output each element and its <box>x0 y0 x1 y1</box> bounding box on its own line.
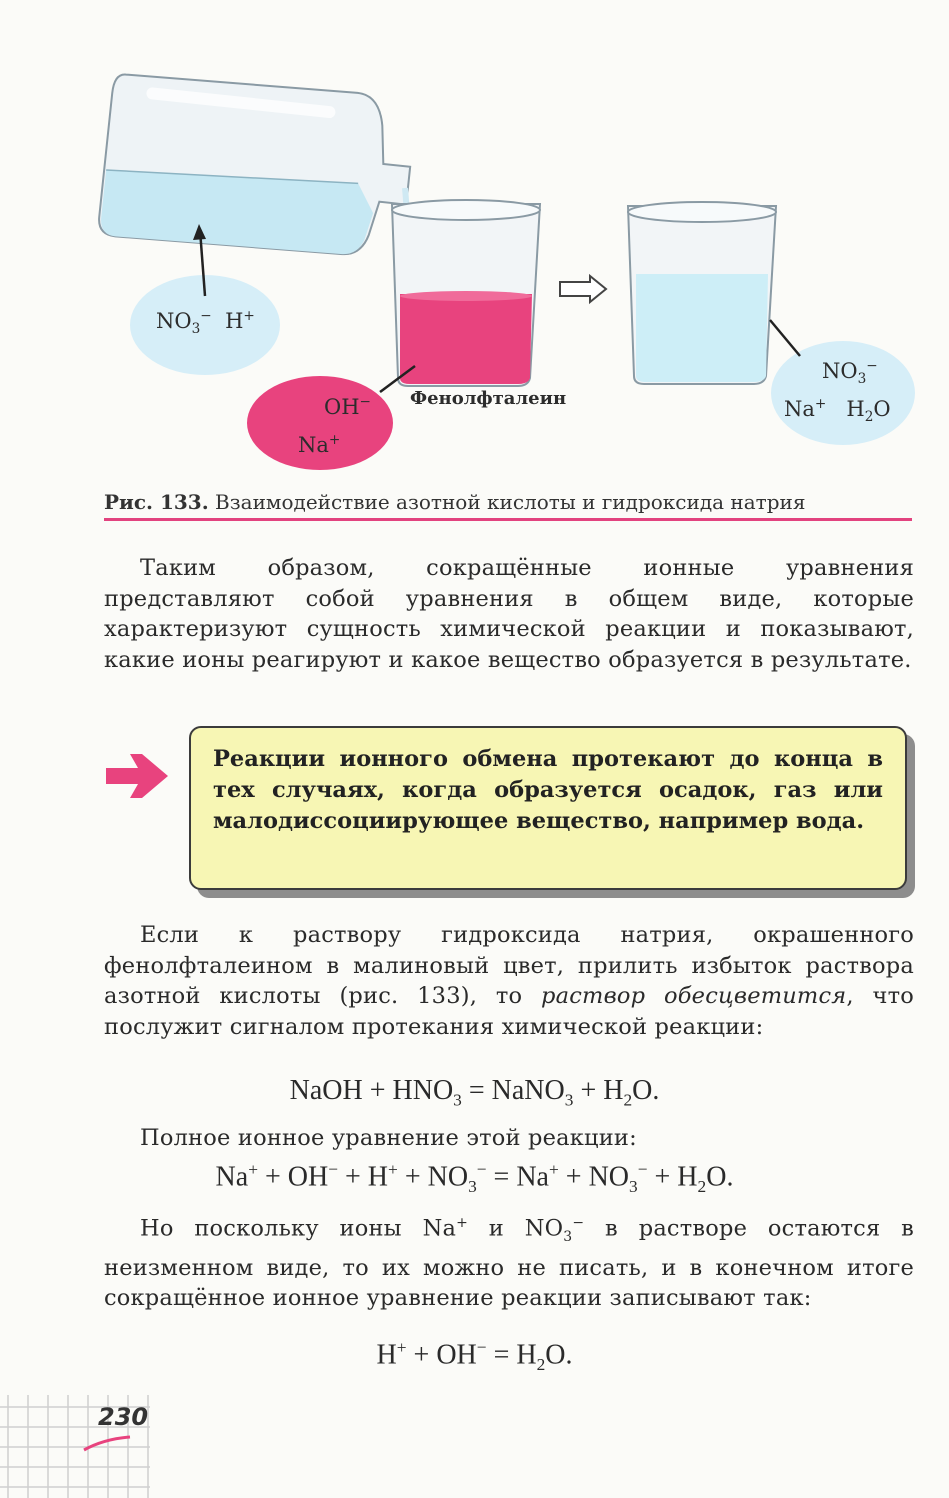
pointer-line <box>770 320 800 356</box>
acid-ion-label: $NO_3^-$ H+ <box>156 308 255 338</box>
net-ionic-equation: $H^+ + OH^- = H_2O$. <box>376 1338 573 1374</box>
caption-text: Взаимодействие азотной кислоты и гидроксида натрия <box>208 490 806 514</box>
rule-text: Реакции ионного обмена протекают до конца в тех случаях, когда образуется осадок, газ или малодиссоциирующее вещество, например вода. <box>213 746 883 834</box>
indicator-label: Фенолфталеин <box>410 388 567 409</box>
reaction-arrow <box>560 276 606 302</box>
caption-number: Рис. 133. <box>104 490 209 514</box>
acid-bottle <box>97 67 417 266</box>
paragraph-experiment: Если к раствору гидроксида натрия, окрашенного фенолфталеином в малиновый цвет, прилить избыток раствора азотной кислоты (рис. 133), то раствор обесцветится, что послужит сигналом протекания химической реакции: <box>104 922 914 1040</box>
paragraph-net-ionic-intro: Но поскольку ионы Na+ и $NO_3^-$ в растворе остаются в неизменном виде, то их можно не писать, и в конечном итоге сокращённое ионное уравнение реакции записывают так: <box>104 1215 914 1311</box>
emphasis-text: раствор обесцветится <box>541 983 847 1009</box>
molecular-equation: NaOH + $HNO_3$ = NaNO$_3$ + $H_2O$. <box>289 1075 660 1110</box>
beaker-with-clear-solution <box>628 202 776 384</box>
figure-caption <box>104 490 912 521</box>
rule-box <box>189 726 907 890</box>
full-ionic-equation: $Na^+ + OH^- + H^+ + NO_3^- = Na^+ + NO_3^- + H_2O$. <box>215 1160 734 1196</box>
arrow-right-icon <box>102 748 172 804</box>
product-ions-cloud <box>771 341 915 445</box>
sodium-ion-label: Na+ <box>298 432 341 457</box>
paragraph-full-ionic-intro: Полное ионное уравнение этой реакции: <box>140 1125 637 1151</box>
product-ion-label-nitrate: $NO_3^-$ <box>822 358 878 388</box>
hydroxide-ion-label: OH− <box>324 394 371 419</box>
page-number: 230 <box>98 1403 149 1431</box>
beaker-with-pink-solution <box>392 200 540 386</box>
product-ion-label-sodium-water: Na+ $H_2O$ <box>784 396 891 426</box>
paragraph-summary: Таким образом, сокращённые ионные уравнения представляют собой уравнения в общем виде, которые характеризуют сущность химической реакции и показывают, какие ионы реагируют и какое вещество образуется в результате. <box>104 555 914 673</box>
